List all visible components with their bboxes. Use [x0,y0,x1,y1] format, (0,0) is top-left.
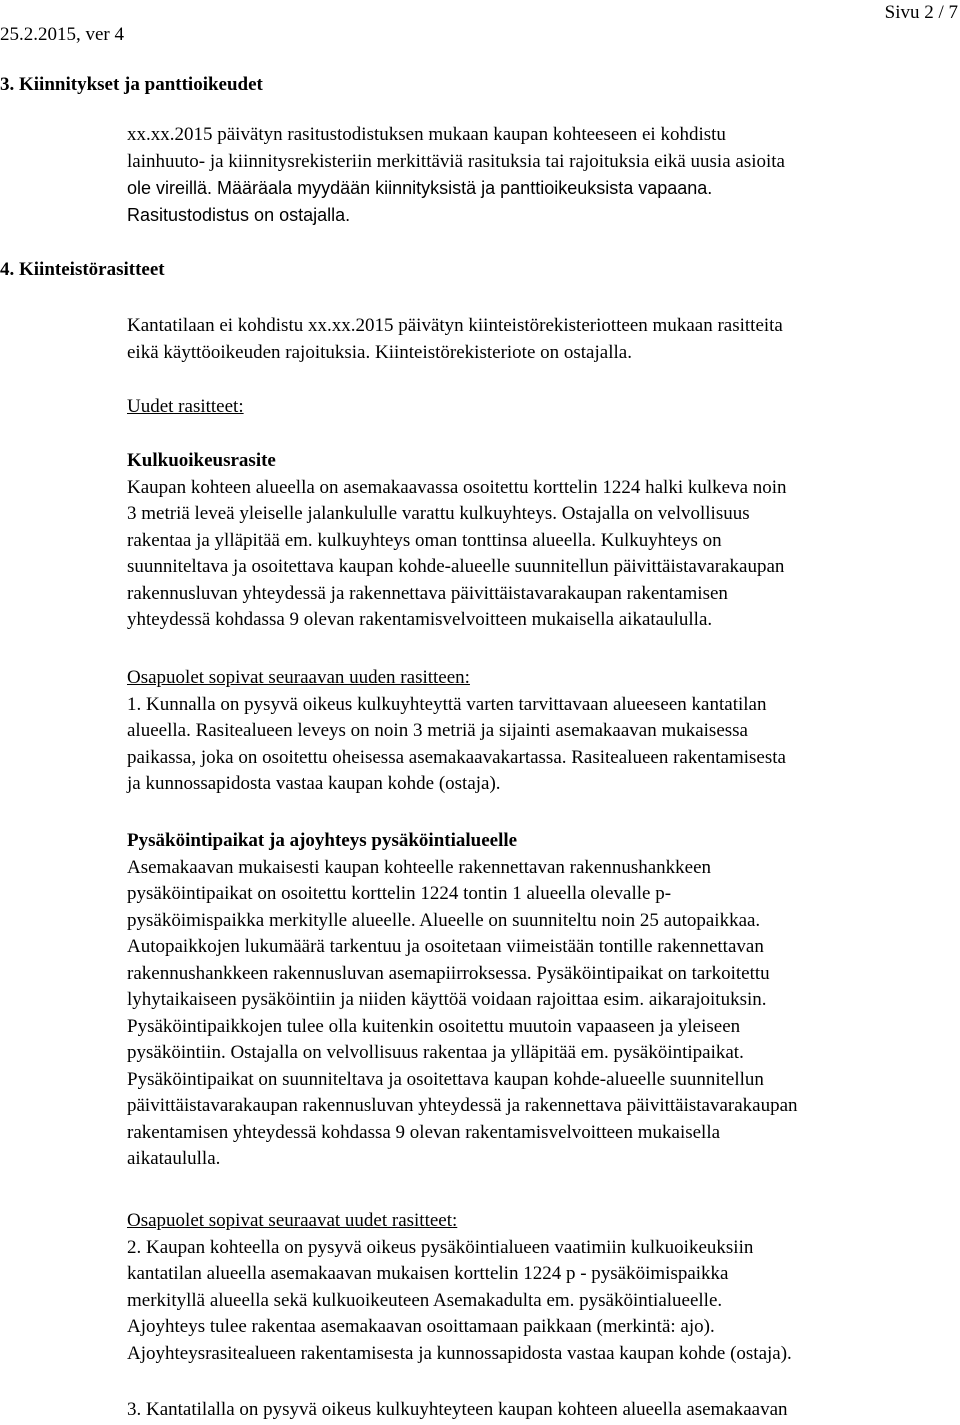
body-line: xx.xx.2015 päivätyn rasitustodistuksen mukaan kaupan kohteeseen ei kohdistu [127,124,726,145]
body-line: lyhytaikaiseen pysäköintiin ja niiden käyttöä voidaan rajoittaa esim. aikarajoituksin. [127,989,767,1010]
agreement-2-label: Osapuolet sopivat seuraavat uudet rasitteet: [127,1210,458,1231]
section-3-heading: 3. Kiinnitykset ja panttioikeudet [0,74,263,95]
body-line: Ajoyhteys tulee rakentaa asemakaavan osoittamaan paikkaan (merkintä: ajo). [127,1316,715,1337]
body-line: paikassa, joka on osoitettu oheisessa asemakaavakartassa. Rasitealueen rakentamisesta [127,746,786,768]
section-3-body [127,122,957,228]
body-line: Autopaikkojen lukumäärä tarkentuu ja osoitetaan viimeistään tontille rakennettavan [127,936,764,957]
body-line: Asemakaavan mukaisesti kaupan kohteelle rakennettavan rakennushankkeen [127,856,712,878]
body-line: Kantatilaan ei kohdistu xx.xx.2015 päivätyn kiinteistörekisteriotteen mukaan rasitteita [127,315,783,336]
body-line: Kaupan kohteen alueella on asemakaavassa osoitettu korttelin 1224 halki kulkeva noin [127,476,787,498]
body-line: 3. Kantatilalla on pysyvä oikeus kulkuyhteyteen kaupan kohteen alueella asemakaavan [127,1399,788,1420]
body-line: 2. Kaupan kohteella on pysyvä oikeus pysäköintialueen vaatimiin kulkuoikeuksiin [127,1236,754,1258]
body-line: Ajoyhteysrasitealueen rakentamisesta ja kunnossapidosta vastaa kaupan kohde (ostaja). [127,1342,792,1364]
body-line: kantatilan alueella asemakaavan mukaisen korttelin 1224 p - pysäköimispaikka [127,1263,729,1284]
body-line: ole vireillä. Määräala myydään kiinnityksistä ja panttioikeuksista vapaana. [127,178,713,198]
body-line: Rasitustodistus on ostajalla. [127,204,351,225]
new-easements-label: Uudet rasitteet: [127,396,244,417]
body-line: ja kunnossapidosta vastaa kaupan kohde (ostaja). [127,773,501,794]
page-number: Sivu 2 / 7 [884,2,958,23]
agreement-item-3 [127,1397,957,1424]
body-line: 3 metriä leveä yleiselle jalankululle varattu kulkuyhteys. Ostajalla on velvollisuus [127,503,750,524]
body-line: pysäköintipaikat on osoitettu korttelin 1224 tontin 1 alueella olevalle p- [127,883,672,904]
body-line: alueella. Rasitealueen leveys on noin 3 metriä ja sijainti asemakaavan mukaisessa [127,720,748,741]
new-easements-label-block [127,394,957,421]
agreement-1-label: Osapuolet sopivat seuraavan uuden rasitteen: [127,667,470,688]
body-line: Pysäköintipaikkojen tulee olla kuitenkin osoitettu muutoin vapaaseen ja yleiseen [127,1015,741,1037]
section-4-heading: 4. Kiinteistörasitteet [0,259,165,280]
body-line: aikataululla. [127,1148,221,1169]
body-line: lainhuuto- ja kiinnitysrekisteriin merkittäviä rasituksia tai rajoituksia eikä uusia asioita [127,150,785,172]
body-line: pysäköintiin. Ostajalla on velvollisuus rakentaa ja ylläpitää em. pysäköintipaikat. [127,1042,744,1063]
agreement-1 [127,665,957,798]
body-line: 1. Kunnalla on pysyvä oikeus kulkuyhteyttä varten tarvittavaan alueeseen kantatilan [127,693,767,715]
body-line: rakentamisen yhteydessä kohdassa 9 olevan rakentamisvelvoitteen mukaisella [127,1121,721,1143]
body-line: suunniteltava ja osoitettava kaupan kohde-alueelle suunnitellun päivittäistavarakaupan [127,556,785,577]
agreement-2 [127,1208,957,1367]
body-line: rakentaa ja ylläpitää em. kulkuyhteys oman tonttinsa alueella. Kulkuyhteys on [127,529,722,551]
body-line: Pysäköintipaikat on suunniteltava ja osoitettava kaupan kohde-alueelle suunnitellun [127,1068,764,1090]
document-date-version: 25.2.2015, ver 4 [0,24,125,45]
body-line: pysäköimispaikka merkitylle alueelle. Alueelle on suunniteltu noin 25 autopaikkaa. [127,909,761,931]
parking-section [127,828,957,1173]
body-line: eikä käyttöoikeuden rajoituksia. Kiinteistörekisteriote on ostajalla. [127,341,632,363]
body-line: rakennusluvan yhteydessä ja rakennettava päivittäistavarakaupan rakentamisen [127,582,728,604]
walkway-easement-title: Kulkuoikeusrasite [127,450,276,471]
walkway-easement [127,448,957,634]
body-line: yhteydessä kohdassa 9 olevan rakentamisvelvoitteen mukaisella aikataululla. [127,609,713,630]
body-line: merkityllä alueella sekä kulkuoikeuteen Asemakadulta em. pysäköintialueelle. [127,1289,723,1311]
body-line: rakennushankkeen rakennusluvan asemapiirroksessa. Pysäköintipaikat on tarkoitettu [127,962,770,984]
body-line: päivittäistavarakaupan rakennusluvan yhteydessä ja rakennettava päivittäistavarakaupan [127,1095,798,1116]
parking-title: Pysäköintipaikat ja ajoyhteys pysäköintialueelle [127,830,518,851]
section-4-intro [127,313,957,366]
